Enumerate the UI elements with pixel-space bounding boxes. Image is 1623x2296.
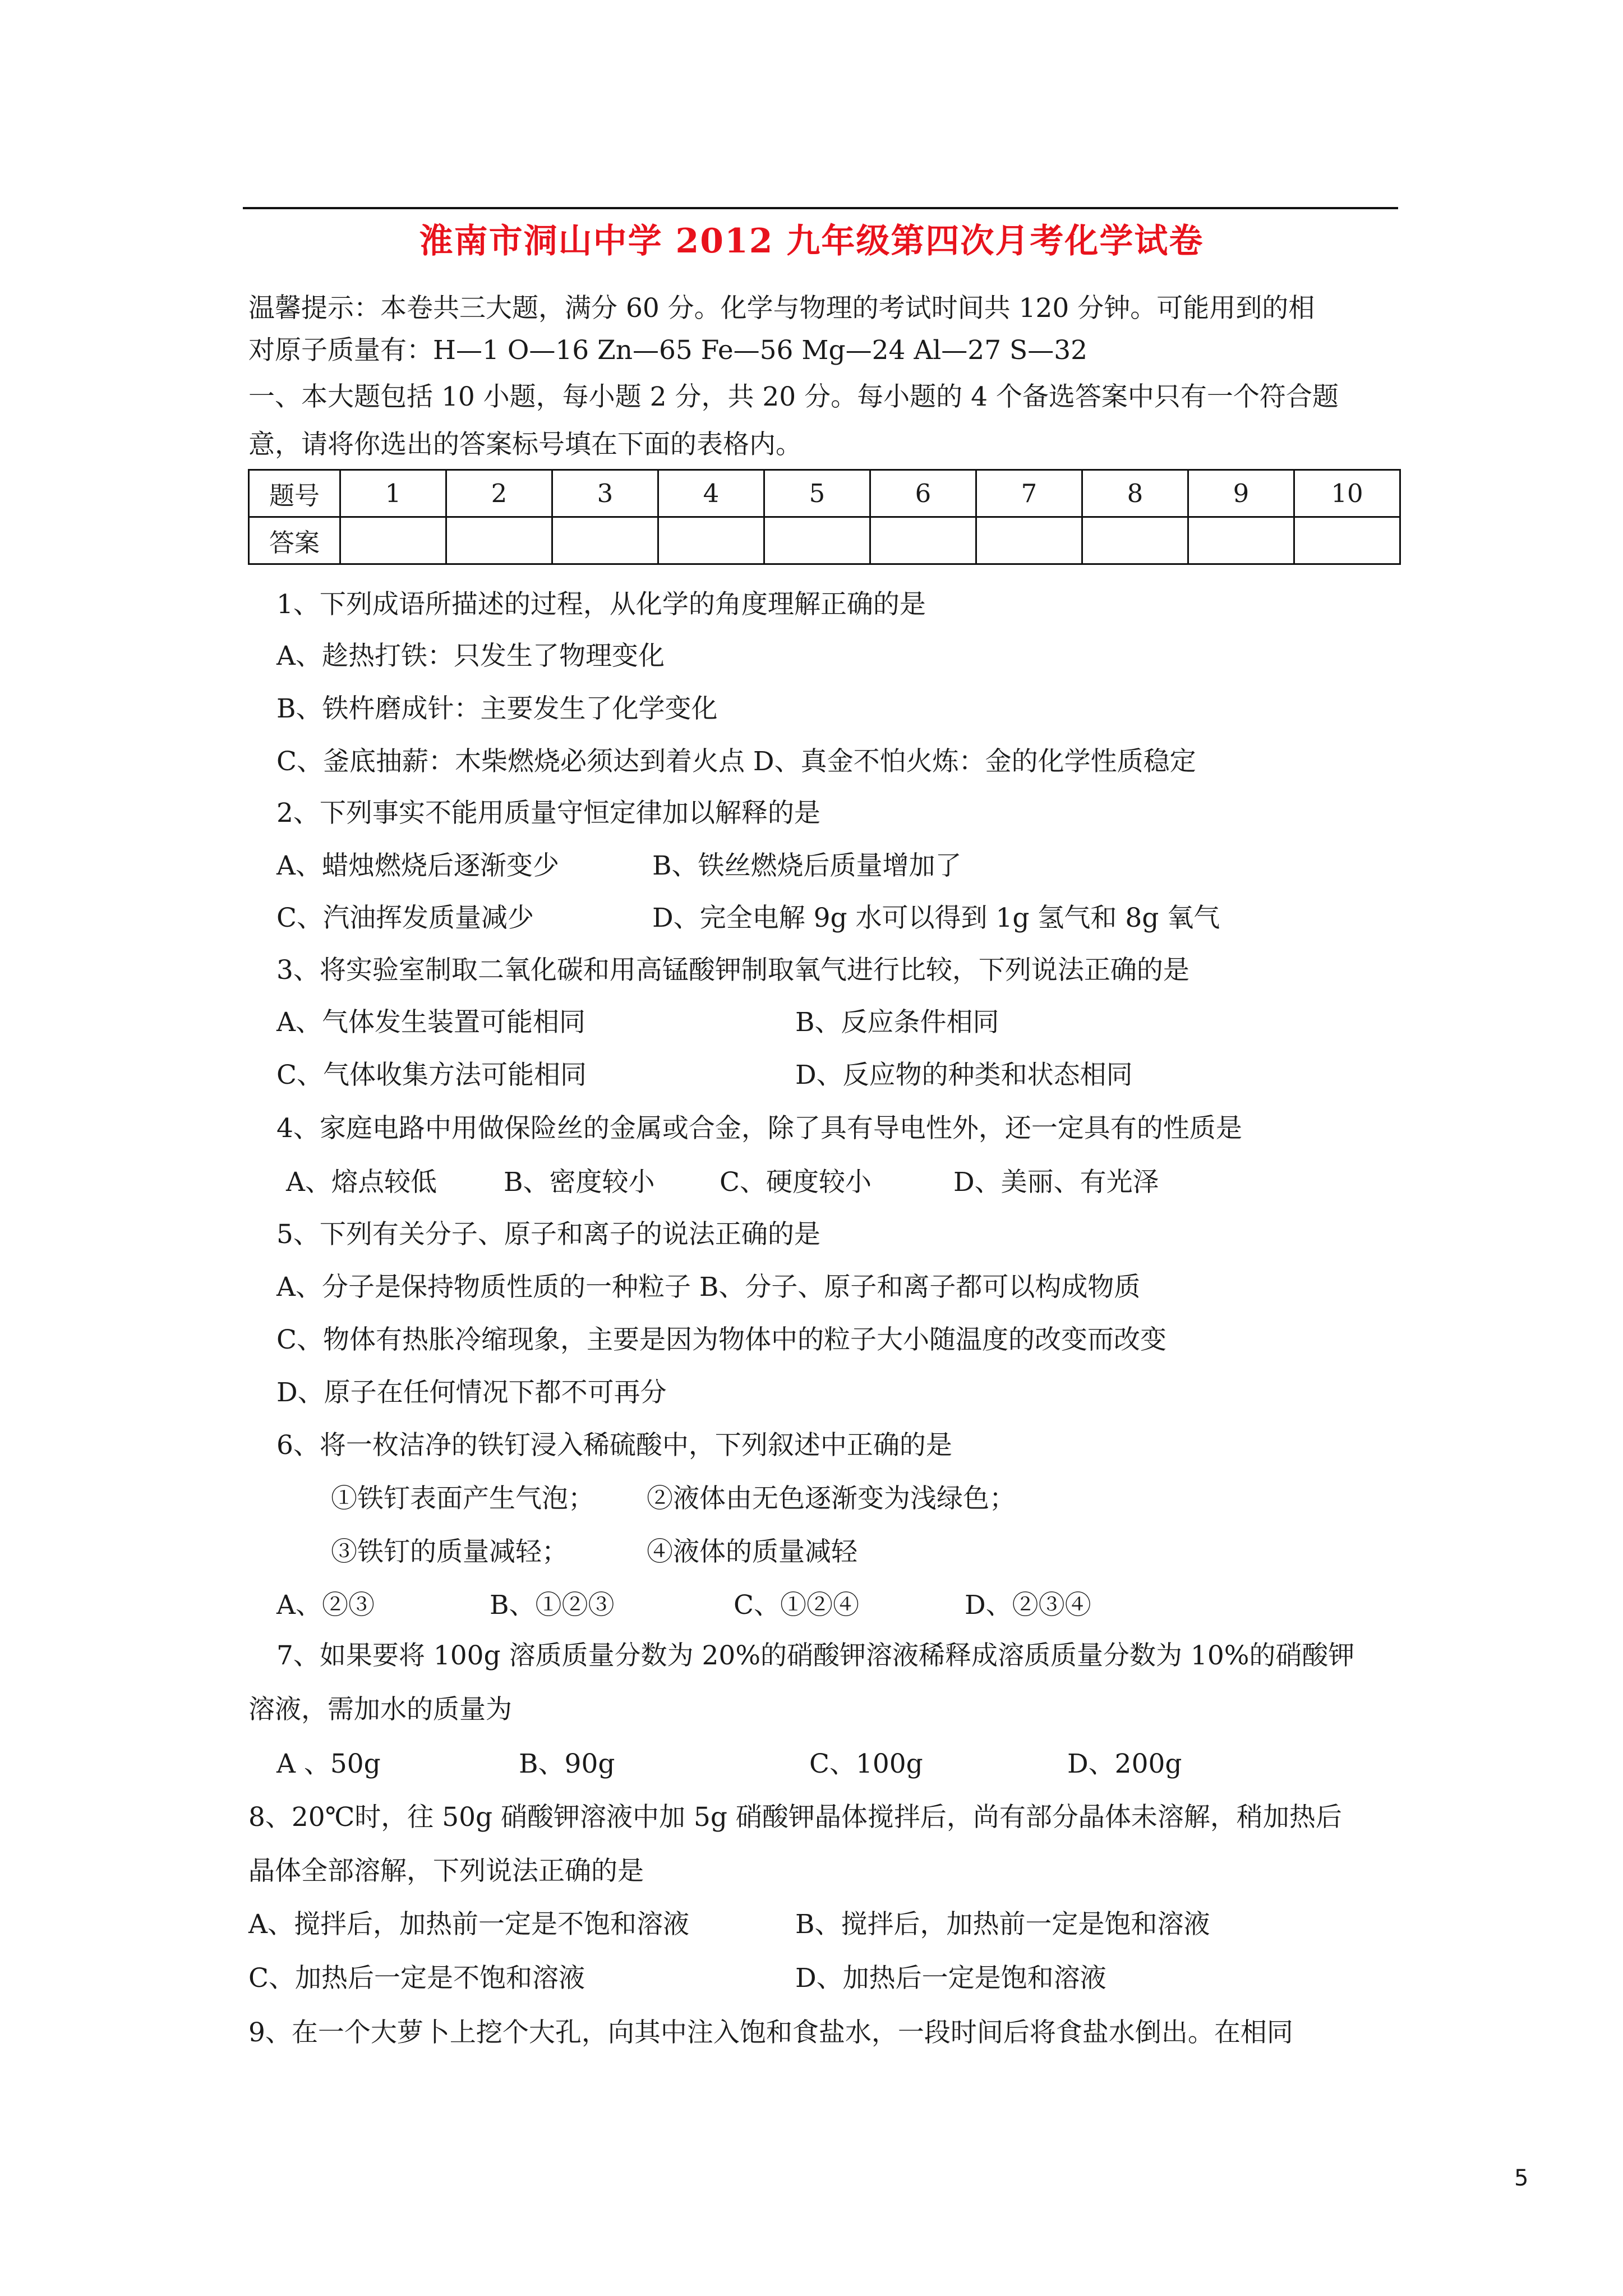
question-8-option-b: B、搅拌后，加热前一定是饱和溶液: [795, 1909, 1210, 1940]
question-1-option-b: B、铁杵磨成针：主要发生了化学变化: [276, 693, 718, 724]
question-5-stem: 5、下列有关分子、原子和离子的说法正确的是: [276, 1219, 820, 1250]
question-4-option-a: A、熔点较低: [286, 1167, 437, 1198]
question-8-option-c: C、加热后一定是不饱和溶液: [248, 1963, 585, 1994]
question-6-statement-4: ④液体的质量减轻: [647, 1536, 857, 1567]
question-8-option-a: A、搅拌后，加热前一定是不饱和溶液: [248, 1909, 689, 1940]
question-1-option-a: A、趁热打铁：只发生了物理变化: [276, 641, 665, 671]
question-8-stem-line-1: 8、20℃时，往 50g 硝酸钾溶液中加 5g 硝酸钾晶体搅拌后，尚有部分晶体未溶解，稍加热后: [248, 1802, 1342, 1833]
question-1-stem: 1、下列成语所描述的过程，从化学的角度理解正确的是: [276, 589, 926, 620]
table-number-cell: 6: [870, 470, 976, 517]
table-number-cell: 4: [658, 470, 764, 517]
answer-cell[interactable]: [870, 517, 976, 564]
table-number-cell: 9: [1188, 470, 1294, 517]
answer-cell[interactable]: [1294, 517, 1400, 564]
answer-cell[interactable]: [1188, 517, 1294, 564]
page-number: 5: [1514, 2165, 1529, 2191]
question-6-option-d: D、②③④: [965, 1590, 1091, 1621]
question-6-option-b: B、①②③: [490, 1590, 615, 1621]
question-4-option-b: B、密度较小: [504, 1167, 655, 1198]
intro-line-2: 对原子质量有：H—1 O—16 Zn—65 Fe—56 Mg—24 Al—27 S—32: [248, 335, 1088, 366]
question-6-stem: 6、将一枚洁净的铁钉浸入稀硫酸中，下列叙述中正确的是: [276, 1430, 952, 1461]
question-3-option-c: C、气体收集方法可能相同: [276, 1060, 587, 1091]
table-number-cell: 8: [1082, 470, 1188, 517]
question-1-options-cd: C、釜底抽薪：木柴燃烧必须达到着火点 D、真金不怕火炼：金的化学性质稳定: [276, 746, 1196, 777]
table-number-cell: 2: [446, 470, 552, 517]
question-6-option-c: C、①②④: [734, 1590, 859, 1621]
question-2-option-a: A、蜡烛燃烧后逐渐变少: [276, 850, 559, 881]
question-2-option-d: D、完全电解 9g 水可以得到 1g 氢气和 8g 氧气: [652, 903, 1220, 933]
question-6-statement-1: ①铁钉表面产生气泡；: [331, 1483, 594, 1514]
question-7-option-d: D、200g: [1067, 1749, 1182, 1779]
question-3-option-b: B、反应条件相同: [795, 1007, 999, 1038]
table-number-cell: 1: [340, 470, 446, 517]
answer-cell[interactable]: [976, 517, 1082, 564]
table-number-cell: 5: [764, 470, 870, 517]
answer-table-header-row: [249, 470, 1400, 517]
question-5-option-c: C、物体有热胀冷缩现象，主要是因为物体中的粒子大小随温度的改变而改变: [276, 1324, 1166, 1355]
section1-instructions-1: 一、本大题包括 10 小题，每小题 2 分，共 20 分。每小题的 4 个备选答案中只有一个符合题: [248, 381, 1339, 412]
intro-line-1: 温馨提示：本卷共三大题，满分 60 分。化学与物理的考试时间共 120 分钟。可能用到的相: [248, 293, 1315, 324]
question-3-stem: 3、将实验室制取二氧化碳和用高锰酸钾制取氧气进行比较，下列说法正确的是: [276, 955, 1189, 986]
table-label-answer: 答案: [249, 517, 340, 564]
question-7-option-c: C、100g: [809, 1749, 923, 1779]
answer-cell[interactable]: [1082, 517, 1188, 564]
table-number-cell: 10: [1294, 470, 1400, 517]
header-rule: [243, 207, 1398, 209]
section1-instructions-2: 意，请将你选出的答案标号填在下面的表格内。: [248, 429, 802, 460]
question-2-option-c: C、汽油挥发质量减少: [276, 903, 534, 933]
question-9-stem-line-1: 9、在一个大萝卜上挖个大孔，向其中注入饱和食盐水，一段时间后将食盐水倒出。在相同: [248, 2017, 1293, 2048]
answer-cell[interactable]: [764, 517, 870, 564]
table-number-cell: 7: [976, 470, 1082, 517]
question-6-option-a: A、②③: [276, 1590, 375, 1621]
answer-cell[interactable]: [446, 517, 552, 564]
question-6-statement-3: ③铁钉的质量减轻；: [331, 1536, 568, 1567]
table-label-question-number: 题号: [249, 470, 340, 517]
question-4-stem: 4、家庭电路中用做保险丝的金属或合金，除了具有导电性外，还一定具有的性质是: [276, 1113, 1242, 1144]
question-7-stem-line-1: 7、如果要将 100g 溶质质量分数为 20%的硝酸钾溶液稀释成溶质质量分数为 10%的硝酸钾: [276, 1640, 1355, 1671]
answer-cell[interactable]: [340, 517, 446, 564]
answer-cell[interactable]: [552, 517, 658, 564]
question-2-option-b: B、铁丝燃烧后质量增加了: [652, 850, 962, 881]
question-6-statement-2: ②液体由无色逐渐变为浅绿色；: [647, 1483, 1016, 1514]
question-4-option-c: C、硬度较小: [720, 1167, 872, 1198]
question-8-option-d: D、加热后一定是饱和溶液: [795, 1963, 1106, 1994]
question-2-stem: 2、下列事实不能用质量守恒定律加以解释的是: [276, 798, 820, 829]
question-3-option-a: A、气体发生装置可能相同: [276, 1007, 585, 1038]
question-7-stem-line-2: 溶液，需加水的质量为: [248, 1694, 512, 1725]
answer-table-answer-row: [249, 517, 1400, 564]
question-5-option-d: D、原子在任何情况下都不可再分: [276, 1377, 667, 1408]
question-4-option-d: D、美丽、有光泽: [953, 1167, 1159, 1198]
answer-table: [248, 469, 1401, 565]
question-7-option-b: B、90g: [519, 1749, 615, 1779]
table-number-cell: 3: [552, 470, 658, 517]
answer-cell[interactable]: [658, 517, 764, 564]
question-5-options-ab: A、分子是保持物质性质的一种粒子 B、分子、原子和离子都可以构成物质: [276, 1272, 1141, 1303]
question-7-option-a: A 、50g: [276, 1749, 381, 1779]
question-8-stem-line-2: 晶体全部溶解，下列说法正确的是: [248, 1856, 644, 1887]
question-3-option-d: D、反应物的种类和状态相同: [795, 1060, 1133, 1091]
exam-title: 淮南市洞山中学 2012 九年级第四次月考化学试卷: [419, 222, 1204, 261]
